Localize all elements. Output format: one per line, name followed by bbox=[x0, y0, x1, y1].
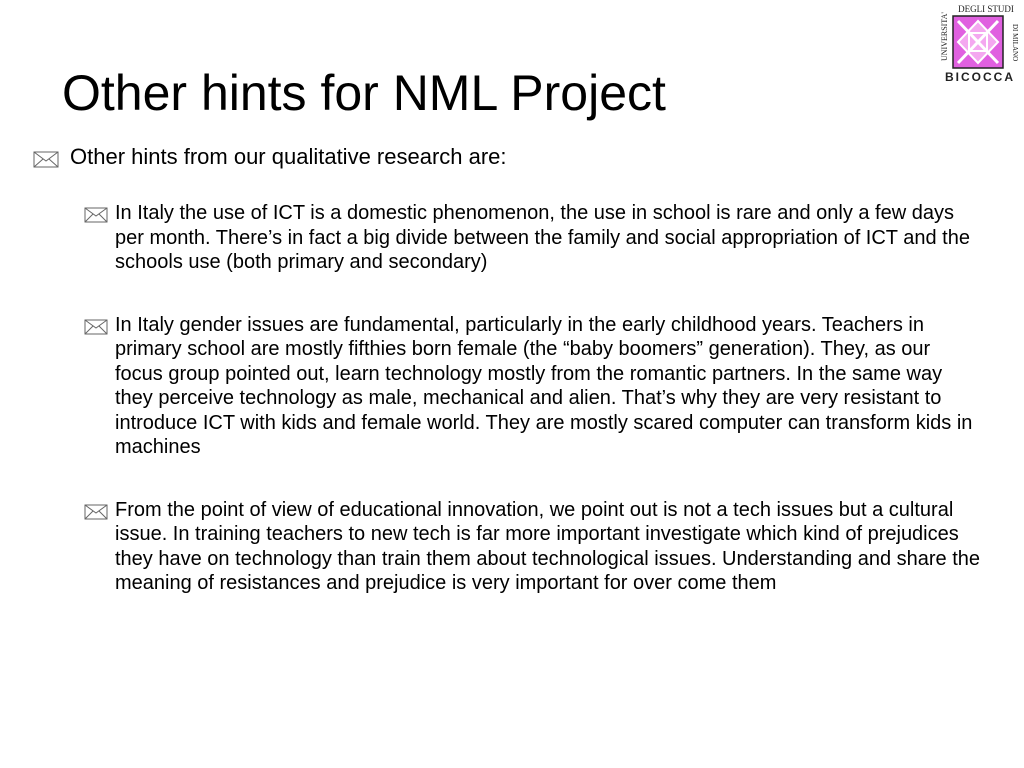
envelope-icon bbox=[84, 207, 108, 223]
list-item-text: In Italy gender issues are fundamental, particularly in the early childhood years. Teachers in primary school are mostly fifthies born female (the “baby boomers” generation). They, as our focus group pointed out, learn technology mostly from the romantic partners. In the same way they perceive technology as male, mechanical and alien. That’s why they are very resistant to introduce ICT with kids and female world. They are mostly scared computer can transform kids in machines bbox=[115, 313, 973, 459]
logo-bottom-text: BICOCCA bbox=[945, 70, 1015, 84]
main-bullet bbox=[32, 144, 982, 170]
list-item bbox=[84, 201, 982, 275]
slide-title: Other hints for NML Project bbox=[62, 65, 666, 121]
logo-emblem-icon bbox=[952, 15, 1004, 69]
main-bullet-text: Other hints from our qualitative research are: bbox=[70, 144, 507, 169]
envelope-icon bbox=[84, 504, 108, 520]
list-item bbox=[84, 313, 982, 460]
logo-right-text: DI MILANO bbox=[1011, 24, 1019, 62]
list-item-text: From the point of view of educational innovation, we point out is not a tech issues but a cultural issue. In training teachers to new tech is far more important investigate which kind of prejudices they have on technology than train them about technological issues. Understanding and share the meaning of resistances and prejudice is very important for over come them bbox=[115, 498, 981, 595]
logo-side-text: UNIVERSITA' bbox=[940, 12, 949, 62]
envelope-icon bbox=[84, 319, 108, 335]
logo-top-text: DEGLI STUDI bbox=[958, 4, 1014, 14]
list-item bbox=[84, 498, 982, 596]
list-item-text: In Italy the use of ICT is a domestic phenomenon, the use in school is rare and only a few days per month. There’s in fact a big divide between the family and social appropriation of ICT and the schools use (both primary and secondary) bbox=[115, 202, 970, 274]
slide-content bbox=[32, 144, 982, 634]
sub-bullet-list bbox=[84, 201, 982, 596]
envelope-icon bbox=[33, 151, 59, 168]
university-logo bbox=[940, 4, 1020, 86]
